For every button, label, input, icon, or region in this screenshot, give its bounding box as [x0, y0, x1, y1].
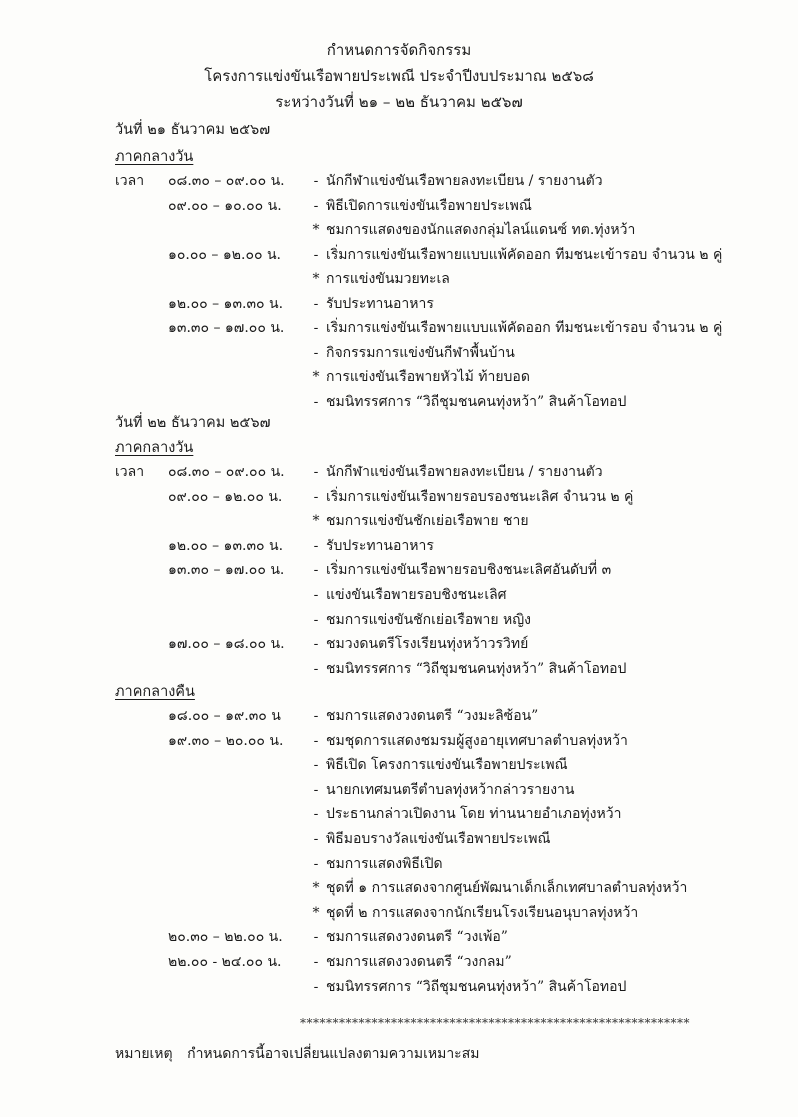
schedule-row	[0, 220, 798, 244]
activity-text: รับประทานอาหาร	[326, 295, 434, 312]
activity-text: กิจกรรมการแข่งขันกีฬาพื้นบ้าน	[326, 344, 515, 361]
bullet-marker: -	[313, 708, 319, 724]
activity-text: พิธีมอบรางวัลแข่งขันเรือพายประเพณี	[326, 831, 551, 847]
project-title: โครงการแข่งขันเรือพายประเพณี ประจำปีงบประมาณ ๒๕๖๘	[204, 67, 594, 85]
schedule-row	[0, 269, 798, 293]
time-slot: ๑๙.๓๐ – ๒๐.๐๐ น.	[168, 732, 284, 749]
activity-text: ชมการแสดงของนักแสดงกลุ่มไลน์แดนซ์ ทต.ทุ่งหว้า	[326, 222, 636, 238]
activity-text: ชมนิทรรศการ “วิถีชุมชนคนทุ่งหว้า” สินค้าโอทอป	[326, 978, 627, 995]
bullet-marker: -	[313, 781, 319, 798]
schedule-row	[0, 977, 798, 1001]
time-slot: ๐๙.๐๐ – ๑๒.๐๐ น.	[168, 488, 283, 505]
schedule-row	[0, 392, 798, 416]
separator-line: ************************************************************	[300, 1016, 690, 1030]
activity-text: ชมนิทรรศการ “วิถีชุมชนคนทุ่งหว้า” สินค้าโอทอป	[326, 393, 627, 410]
day1-date: วันที่ ๒๑ ธันวาคม ๒๕๖๗	[115, 122, 271, 138]
schedule-row	[0, 755, 798, 779]
note-text: กำหนดการนี้อาจเปลี่ยนแปลงตามความเหมาะสม	[187, 1046, 480, 1062]
bullet-marker: -	[313, 562, 319, 579]
schedule-row	[0, 196, 798, 220]
activity-text: แข่งขันเรือพายรอบชิงชนะเลิศ	[326, 587, 507, 603]
schedule-row	[0, 511, 798, 535]
bullet-marker: -	[313, 464, 319, 480]
schedule-row	[0, 804, 798, 828]
schedule-row	[0, 829, 798, 853]
footnote	[115, 1044, 479, 1064]
schedule-row	[0, 318, 798, 342]
activity-text: การแข่งขันเรือพายหัวไม้ ท้ายบอด	[326, 369, 530, 385]
bullet-marker: -	[313, 732, 319, 749]
activity-text: เริ่มการแข่งขันเรือพายรอบชิงชนะเลิศอันดับที่ ๓	[326, 562, 612, 579]
day2-night-heading: ภาคกลางคืน	[115, 684, 195, 700]
activity-text: ชมการแสดงพิธีเปิด	[326, 855, 443, 872]
time-slot: ๒๒.๐๐ - ๒๔.๐๐ น.	[168, 954, 282, 970]
schedule-row	[0, 462, 798, 486]
time-slot: ๐๙.๐๐ – ๑๐.๐๐ น.	[168, 197, 282, 214]
activity-text: ชมชุดการแสดงชมรมผู้สูงอายุเทศบาลตำบลทุ่งหว้า	[326, 732, 628, 749]
time-slot: ๐๘.๓๐ – ๐๙.๐๐ น.	[168, 173, 285, 189]
bullet-marker: *	[312, 880, 320, 897]
time-slot: ๑๘.๐๐ – ๑๙.๓๐ น	[168, 708, 281, 724]
activity-text: รับประทานอาหาร	[326, 537, 434, 554]
activity-text: นายกเทศมนตรีตำบลทุ่งหว้ากล่าวรายงาน	[326, 781, 575, 798]
bullet-marker: -	[313, 929, 319, 946]
bullet-marker: *	[312, 222, 320, 238]
note-label: หมายเหตุ	[115, 1046, 173, 1062]
day2-date: วันที่ ๒๒ ธันวาคม ๒๕๖๗	[115, 415, 271, 431]
activity-text: ชุดที่ ๒ การแสดงจากนักเรียนโรงเรียนอนุบาลทุ่งหว้า	[326, 904, 639, 921]
date-range: ระหว่างวันที่ ๒๑ – ๒๒ ธันวาคม ๒๕๖๗	[275, 93, 523, 111]
time-slot: ๑๗.๐๐ – ๑๘.๐๐ น.	[168, 636, 285, 653]
schedule-row	[0, 659, 798, 683]
bullet-marker: -	[313, 978, 319, 995]
schedule-row	[0, 706, 798, 730]
bullet-marker: -	[313, 587, 319, 603]
schedule-row	[0, 294, 798, 318]
activity-text: นักกีฬาแข่งขันเรือพายลงทะเบียน / รายงานตัว	[326, 173, 603, 189]
activity-text: ชมนิทรรศการ “วิถีชุมชนคนทุ่งหว้า” สินค้าโอทอป	[326, 660, 627, 677]
schedule-row	[0, 927, 798, 951]
activity-text: ชมวงดนตรีโรงเรียนทุ่งหว้าวรวิทย์	[326, 636, 529, 653]
activity-text: ชมการแสดงวงดนตรี “วงมะลิซ้อน”	[326, 708, 539, 724]
activity-text: เริ่มการแข่งขันเรือพายรอบรองชนะเลิศ จำนวน ๒ คู่	[326, 488, 634, 505]
bullet-marker: -	[313, 611, 319, 628]
row-lead-label: เวลา	[115, 173, 145, 189]
day2-daytime-heading: ภาคกลางวัน	[115, 440, 194, 456]
activity-text: ชมการแข่งขันชักเย่อเรือพาย หญิง	[326, 611, 531, 628]
schedule-row	[0, 731, 798, 755]
bullet-marker: -	[313, 295, 319, 312]
bullet-marker: -	[313, 806, 319, 823]
time-slot: ๑๓.๓๐ – ๑๗.๐๐ น.	[168, 562, 285, 579]
schedule-row	[0, 780, 798, 804]
bullet-marker: -	[313, 246, 319, 263]
bullet-marker: -	[313, 660, 319, 677]
bullet-marker: -	[313, 344, 319, 361]
bullet-marker: -	[313, 197, 319, 214]
activity-text: ชมการแสดงวงดนตรี “วงเพ้อ”	[326, 929, 508, 946]
schedule-row	[0, 367, 798, 391]
schedule-row	[0, 854, 798, 878]
time-slot: ๑๐.๐๐ – ๑๒.๐๐ น.	[168, 246, 281, 263]
schedule-row	[0, 560, 798, 584]
schedule-row	[0, 952, 798, 976]
bullet-marker: -	[313, 393, 319, 410]
bullet-marker: -	[313, 855, 319, 872]
bullet-marker: *	[312, 369, 320, 385]
bullet-marker: -	[313, 173, 319, 189]
schedule-row	[0, 903, 798, 927]
day1-daytime-heading: ภาคกลางวัน	[115, 149, 194, 165]
activity-text: การแข่งขันมวยทะเล	[326, 271, 450, 287]
activity-text: ประธานกล่าวเปิดงาน โดย ท่านนายอำเภอทุ่งหว้า	[326, 806, 622, 823]
activity-text: เริ่มการแข่งขันเรือพายแบบแพ้คัดออก ทีมชนะเข้ารอบ จำนวน ๒ คู่	[326, 246, 723, 263]
schedule-row	[0, 634, 798, 658]
schedule-row	[0, 171, 798, 195]
bullet-marker: -	[313, 954, 319, 970]
activity-text: ชุดที่ ๑ การแสดงจากศูนย์พัฒนาเด็กเล็กเทศบาลตำบลทุ่งหว้า	[326, 880, 688, 897]
schedule-row	[0, 343, 798, 367]
document-title: กำหนดการจัดกิจกรรม	[326, 41, 472, 59]
time-slot: ๒๐.๓๐ – ๒๒.๐๐ น.	[168, 929, 283, 946]
activity-text: พิธีเปิด โครงการแข่งขันเรือพายประเพณี	[326, 757, 568, 774]
bullet-marker: *	[312, 271, 320, 287]
activity-text: ชมการแข่งขันชักเย่อเรือพาย ชาย	[326, 513, 529, 530]
time-slot: ๐๘.๓๐ – ๐๙.๐๐ น.	[168, 464, 285, 480]
schedule-row	[0, 585, 798, 609]
bullet-marker: -	[313, 636, 319, 653]
bullet-marker: -	[313, 320, 319, 336]
time-slot: ๑๒.๐๐ – ๑๓.๓๐ น.	[168, 295, 284, 312]
activity-text: ชมการแสดงวงดนตรี “วงกลม”	[326, 954, 512, 970]
bullet-marker: *	[312, 904, 320, 921]
time-slot: ๑๓.๓๐ – ๑๗.๐๐ น.	[168, 320, 285, 336]
activity-text: นักกีฬาแข่งขันเรือพายลงทะเบียน / รายงานตัว	[326, 464, 603, 480]
schedule-row	[0, 536, 798, 560]
schedule-row	[0, 245, 798, 269]
schedule-row	[0, 878, 798, 902]
time-slot: ๑๒.๐๐ – ๑๓.๓๐ น.	[168, 537, 284, 554]
bullet-marker: *	[312, 513, 320, 530]
bullet-marker: -	[313, 757, 319, 774]
bullet-marker: -	[313, 537, 319, 554]
schedule-row	[0, 610, 798, 634]
row-lead-label: เวลา	[115, 464, 145, 480]
bullet-marker: -	[313, 488, 319, 505]
activity-text: พิธีเปิดการแข่งขันเรือพายประเพณี	[326, 197, 532, 214]
schedule-row	[0, 487, 798, 511]
bullet-marker: -	[313, 831, 319, 847]
activity-text: เริ่มการแข่งขันเรือพายแบบแพ้คัดออก ทีมชนะเข้ารอบ จำนวน ๒ คู่	[326, 320, 723, 336]
